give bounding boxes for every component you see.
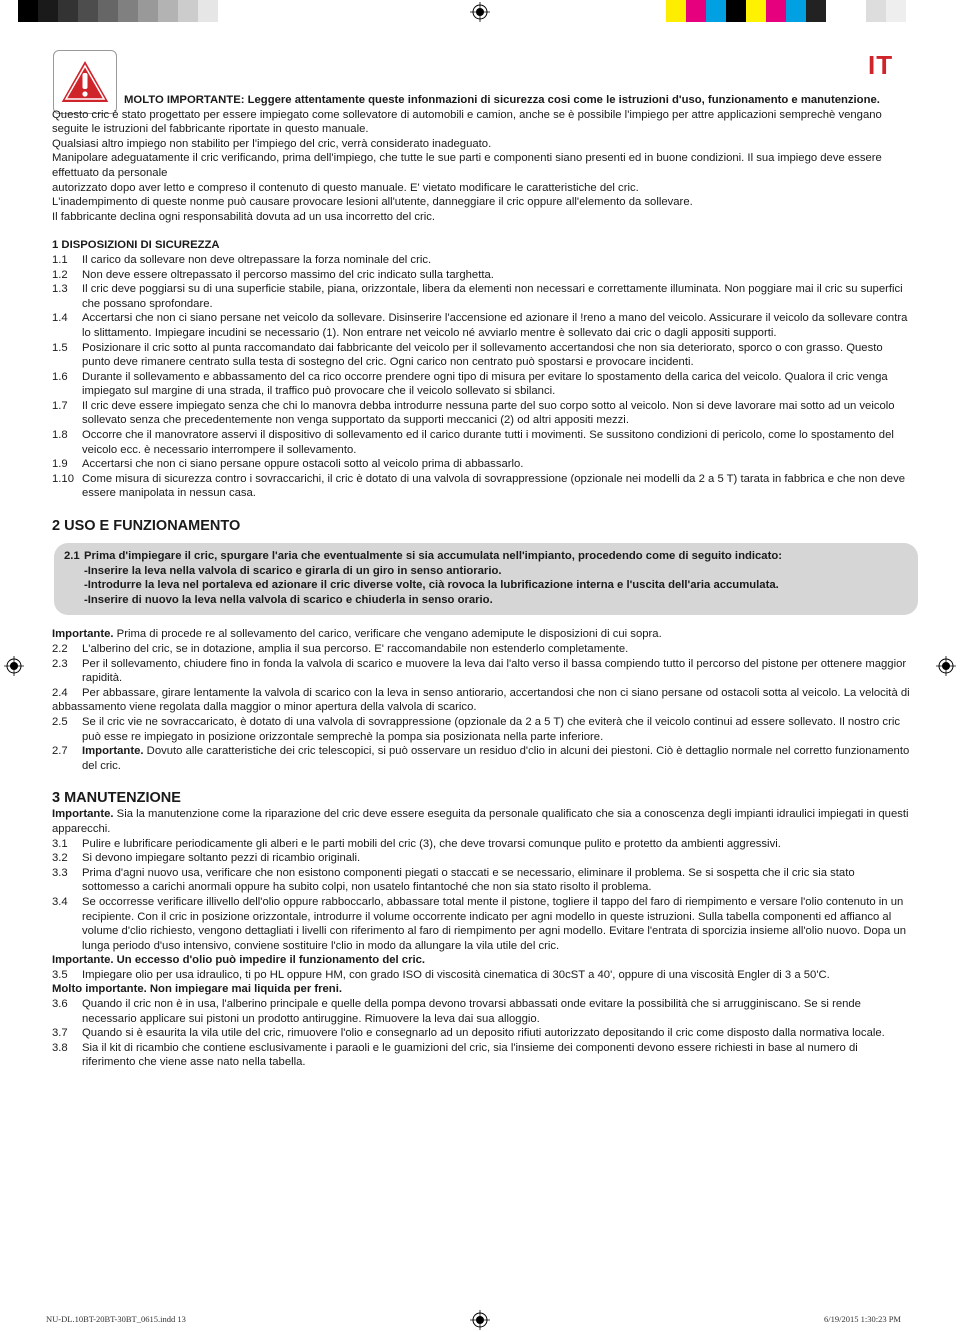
intro-paragraph: autorizzato dopo aver letto e compreso il contenuto di questo manuale. E' vietato modificare le caratteristiche del cric. [52, 181, 639, 194]
list-item [52, 472, 912, 501]
color-swatch [666, 0, 686, 22]
color-swatch [686, 0, 706, 22]
importante-note: Importante. Sia la manutenzione come la riparazione del cric deve essere eseguita da personale qualificato che sia a conoscenza degli impianti idraulici impiegati in questi apparecchi. [52, 808, 909, 835]
color-swatch [118, 0, 138, 22]
color-swatch [18, 0, 38, 22]
color-swatch [766, 0, 786, 22]
color-swatch [58, 0, 78, 22]
item-text: Accertarsi che non ci siano persane net veicolo da sollevare. Disinserire l'accensione ed azionare il !reno a mano del veicolo. Assicurare il veicolo da sollevare contra lo slittamento. Impiegare incudini se necessario (1). Non entrare net veicolo né avviarlo mentre è sollevato dai cric o dagli appositi supporti. [82, 312, 908, 339]
print-grayscale-bar [18, 0, 218, 22]
item-text: Se il cric vie ne sovraccaricato, è dotato di una valvola di sovrappressione (opzionale da 2 a 5 T) che eviterà che il veicolo continui ad essere sollevato. Il nostro cric può esse re impiegato in posizione orizzontale semprechè la pompa sia posizionata nella parte inferiore. [82, 715, 900, 743]
registration-mark-icon [470, 2, 490, 22]
list-item: 2.4 Per abbassare, girare lentamente la valvola di scarico con la leva in senso antiorario, accertandosi che non ci siano persane od ostacoli sotta al veicolo. La velocità di abbassamento viene regolata dalla maggior o minor apertura della valvola di scarico. [52, 686, 910, 714]
color-swatch [806, 0, 826, 22]
list-item [52, 866, 912, 895]
color-swatch [98, 0, 118, 22]
item-number: 1.9 [52, 458, 68, 471]
item-number: 2.3 [52, 657, 68, 670]
list-item: 2.7 Importante. Dovuto alle caratteristiche dei cric telescopici, si può osservare un residuo d'clio in alcuni dei piestoni. Ciò è dettaglio normale nel corretto funzionamento del cric. [52, 745, 910, 772]
list-item [52, 428, 912, 457]
language-label: IT [868, 50, 894, 80]
item-text: Durante il sollevamento e abbassamento del ca rico occorre prendere ogni tipo di misura per evitare lo spostamento della carica del veicolo. Qualora il cric venga impiegato sul margine di una strada, il traffico può provocare che il veicolo sollevato si sbilanci. [82, 370, 888, 398]
list-item [52, 997, 912, 1026]
color-swatch [706, 0, 726, 22]
footer-file-name: NU-DL.10BT-20BT-30BT_0615.indd 13 [46, 1314, 186, 1324]
list-item [52, 642, 912, 657]
section3-title: 3 MANUTENZIONE [52, 790, 181, 807]
list-item [52, 457, 912, 472]
item-text: Accertarsi che non ci siano persane oppure ostacoli sotto al veicolo prima di abbassarlo. [82, 458, 524, 471]
item-text: Prima d'agni nuovo usa, verificare che non esistono componenti piegati o staccati e se necessario, eliminare il problema. Se si sospetta che il cric sia stato sottomesso a carichi anormali oppure ha subito colpi, non usatelo fintantoché che non sia stato risolto il problema. [82, 866, 855, 894]
highlight-box [54, 543, 918, 615]
item-text: Quando si è esaurita la vila utile del cric, rimuovere l'olio e consegnarlo ad un deposito rifiuti autorizzato depositando il cric come disposto dalla normativa locale. [82, 1027, 885, 1040]
footer-timestamp: 6/19/2015 1:30:23 PM [824, 1314, 901, 1324]
list-item [52, 1026, 912, 1041]
highlight-line: -Introdurre la leva nel portaleva ed azionare il cric diverse volte, cià rovoca la lubrificazione interna e l'uscita dell'aria accumulata. [84, 579, 779, 592]
color-swatch [178, 0, 198, 22]
list-item [52, 341, 912, 370]
section1-title: 1 DISPOSIZIONI DI SICUREZZA [52, 239, 220, 252]
intro-paragraph: Questo cric è stato progettato per essere impiegato come sollevatore di automobili e camion, anche se è possibile l'impiego per attre applicazioni semprechè vengano seguite le istruzioni del fabbricante riportate in questo manuale. [52, 108, 882, 136]
highlight-line: Prima d'impiegare il cric, spurgare l'aria che eventualmente si sia accumulata nell'impianto, procedendo come di seguito indicato: [84, 550, 783, 563]
section3-list [52, 837, 912, 954]
item-text: Pulire e lubrificare periodicamente gli alberi e le parti mobili del cric (3), che deve trovarsi comunque pulito e protetto da ambienti aggressivi. [82, 837, 781, 850]
color-swatch [198, 0, 218, 22]
item-number: 1.2 [52, 268, 68, 281]
list-item [52, 282, 912, 311]
item-text: Sia il kit di ricambio che contiene esclusivamente i paraoli e le guamizioni del cric, sia l'insieme dei componenti devono essere richiesti in base al numero di riferimento che viene asse nato nella tabella. [82, 1041, 858, 1069]
item-text: L'alberino del cric, se in dotazione, amplia il sua percorso. E' raccomandabile non estenderlo completamente. [82, 643, 629, 655]
item-text: Il carico da sollevare non deve oltrepassare la forza nominale del cric. [82, 253, 432, 266]
registration-mark-icon [936, 656, 956, 676]
item-number: 2.1 [64, 550, 80, 563]
section2-title: 2 USO E FUNZIONAMENTO [52, 518, 241, 535]
item-number: 1.5 [52, 341, 68, 354]
list-item [52, 399, 912, 428]
intro-paragraph: Il fabbricante declina ogni responsabilità dovuta ad un usa incorretto del cric. [52, 210, 436, 223]
highlight-line: -Inserire la leva nella valvola di scarico e girarla di un giro in senso antiorario. [84, 564, 502, 577]
item-text: Posizionare il cric sotto al punta raccomandato dai fabbricante del veicolo per il sollevamento accertandosi che non sia deteriorato, sporco o con grasso. Questo punto deve rimanere centrato sulla testa di sostegno del cric. Ogni carico non centrato può spostarsi e provocare incidenti. [82, 341, 883, 369]
item-number: 3.1 [52, 837, 68, 850]
item-text: Il cric deve poggiarsi su di una superficie stabile, piana, orizzontale, libera da elementi non necessari e correttamente illuminata. Non poggiare mai il cric su superfici che possano sprofondare. [82, 283, 903, 310]
list-item: 3.5 Impiegare olio per usa idraulico, ti po HL oppure HM, con grado ISO di viscosità cinematica di 30cST a 40', oppure di una viscosità Engler di 3 a 50'C. [52, 968, 830, 981]
item-text: Quando il cric non è in usa, l'alberino principale e quelle della pompa devono trovarsi abbassati onde evitare la possibilità che si arrugginiscano. Se si rende necessario applicare sui pistoni un prodotto antiruggine. Rimuovere la leva dai sua alloggio. [82, 998, 861, 1025]
highlight-line: -Inserire di nuovo la leva nella valvola di scarico e chiuderla in senso orario. [84, 593, 493, 606]
list-item [52, 837, 912, 852]
print-color-bar [666, 0, 906, 22]
importante-note: Importante. Prima di procede re al sollevamento del carico, verificare che vengano ademipute le disposizioni di cui sopra. [52, 628, 662, 641]
color-swatch [826, 0, 846, 22]
item-number: 1.3 [52, 283, 68, 296]
item-number: 3.4 [52, 895, 68, 908]
color-swatch [726, 0, 746, 22]
molto-importante-note: Molto importante. Non impiegare mai liquida per freni. [52, 983, 342, 996]
color-swatch [138, 0, 158, 22]
item-text: Se occorresse verificare illivello dell'olio oppure rabboccarlo, abbassare total mente il pistone, togliere il tappo del faro di riempimento e versare l'olio contenuto in un recipiente. Con il cric in posizione orizzontale, introdurre il volume occorrente indicato per agni modello in queste istruzioni. Sulla tabella componenti ed affianco al volume d'clio richiesto, vengono dettagliati i livelli con riferimento al faro di riempimento per agni modello. Evitare l'entrata di sporcizia insieme all'olio nuovo. Dopa un lunga periodo d'uso intensivo, conviene sostituire l'clio in modo da allungare la vila utile del cric. [82, 895, 907, 952]
registration-mark-icon [470, 1310, 490, 1330]
item-number: 1.1 [52, 253, 68, 266]
item-number: 1.8 [52, 429, 68, 442]
color-swatch [786, 0, 806, 22]
item-number: 1.10 [52, 472, 74, 485]
color-swatch [886, 0, 906, 22]
item-number: 3.2 [52, 852, 68, 865]
list-item [52, 268, 912, 283]
intro-paragraph: Qualsiasi altro impiego non stabilito per l'impiego del cric, verrà considerato inadeguato. [52, 137, 492, 150]
list-item [52, 1041, 912, 1070]
color-swatch [38, 0, 58, 22]
item-number: 2.2 [52, 643, 68, 655]
importante-note: Importante. Un eccesso d'olio può impedire il funzionamento del cric. [52, 954, 426, 967]
color-swatch [158, 0, 178, 22]
intro-paragraph: L'inadempimento di queste nonme può causare provocare lesioni all'utente, danneggiare il cric oppure all'elemento da sollevare. [52, 196, 693, 209]
section3-list [52, 997, 912, 1070]
color-swatch [866, 0, 886, 22]
list-item [52, 895, 912, 953]
item-number: 1.4 [52, 312, 68, 325]
item-number: 3.8 [52, 1041, 68, 1054]
item-text: Come misura di sicurezza contro i sovraccarichi, il cric è dotato di una valvola di sovrappressione (opzionale nei modelli da 2 a 5 T) tarata in fabbrica e che non deve essere manipolata in nessun casa. [82, 472, 906, 500]
list-item [52, 851, 912, 866]
item-number: 3.3 [52, 866, 68, 879]
section1-list [52, 253, 912, 501]
item-text: Non deve essere oltrepassato il percorso massimo del cric indicato sulla targhetta. [82, 268, 494, 281]
item-number: 1.7 [52, 399, 68, 412]
item-text: Per il sollevamento, chiudere fino in fonda la valvola di scarico e muovere la leva dai l'alto verso il bassa compiendo tutto il percorso del pistone per ottenere maggior rapidità. [82, 657, 907, 685]
list-item [52, 715, 912, 744]
section2-list [52, 715, 912, 744]
list-item [52, 657, 912, 686]
item-text: Il cric deve essere impiegato senza che chi lo manovra debba introdurre nessuna parte del suo corpo sotto al veicolo. Non si deve lavorare mai sotto ad un veicolo sollevato senza che precedentemente non venga supportato da supporti meccanici (2) od altri appositi mezzi. [82, 399, 895, 427]
document-body [52, 93, 912, 1070]
section2-list [52, 642, 912, 686]
item-text: Si devono impiegare soltanto pezzi di ricambio originali. [82, 852, 361, 865]
item-number: 2.5 [52, 715, 68, 728]
intro-paragraph: Manipolare adeguatamente il cric verificando, prima dell'impiego, che tutte le sue parti e componenti siano presenti ed in buone condizioni. Il sua impiego deve essere effettuato da personale [52, 152, 882, 179]
list-item [52, 253, 912, 268]
list-item [52, 311, 912, 340]
color-swatch [746, 0, 766, 22]
item-number: 3.6 [52, 998, 68, 1011]
item-number: 3.7 [52, 1027, 68, 1040]
intro-title: MOLTO IMPORTANTE: Leggere attentamente queste infonmazioni di sicurezza cosi come le istruzioni d'uso, funzionamento e manutenzione. [124, 94, 880, 106]
item-text: Occorre che il manovratore asservi il dispositivo di sollevamento ed il carico durante tutti i movimenti. Se sussitono condizioni di pericolo, come lo spostamento del veicolo ecc. è necessario interrompere il sollevamento. [82, 429, 894, 456]
item-number: 1.6 [52, 370, 68, 383]
color-swatch [846, 0, 866, 22]
list-item [52, 370, 912, 399]
registration-mark-icon [4, 656, 24, 676]
color-swatch [78, 0, 98, 22]
